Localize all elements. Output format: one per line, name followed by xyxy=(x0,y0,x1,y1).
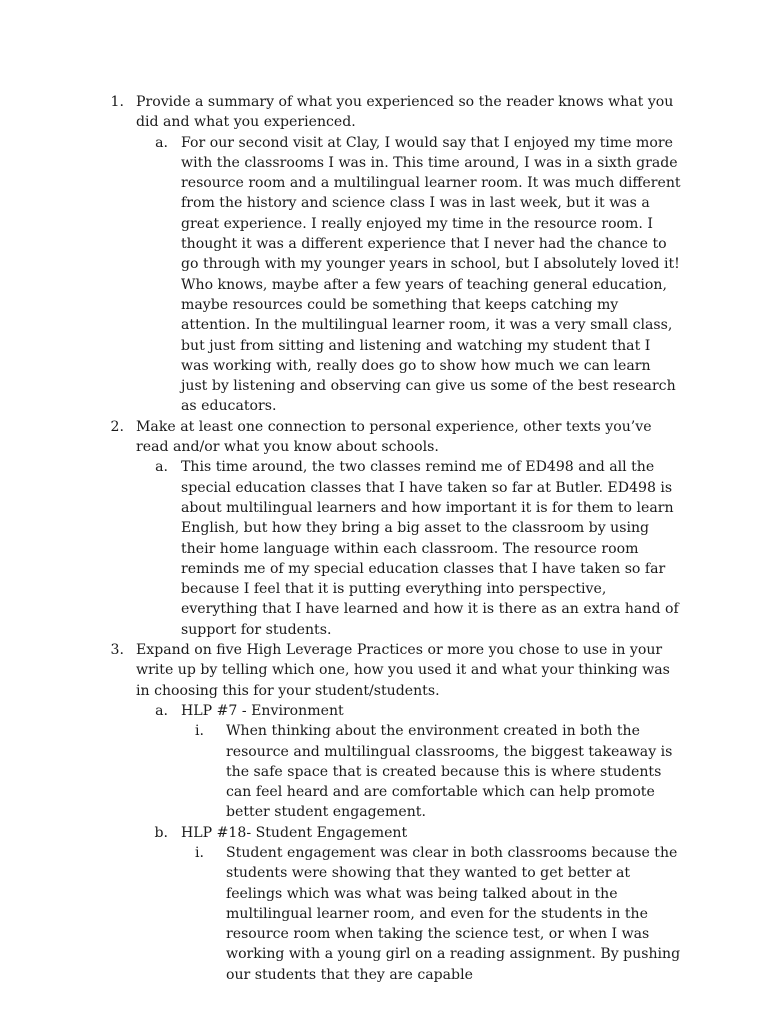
list-marker-2a: a. xyxy=(155,459,168,476)
list-marker-3a-i: i. xyxy=(195,723,204,740)
hlp-18-heading: HLP #18- Student Engagement xyxy=(181,824,408,841)
hlp-18-text: Student engagement was clear in both classrooms because the students were showing that they wanted to get better at feelings which was what was being talked about in the multilingual learner room, and even for the students in the resource room when taking the science test, or when I was working with a young girl on a reading assignment. By pushing our students that they are capable xyxy=(226,844,681,983)
list-item-2a xyxy=(0,457,681,640)
list-item-3b xyxy=(0,823,681,843)
list-marker-1: 1. xyxy=(110,94,124,110)
list-item-1a xyxy=(0,133,681,417)
list-marker-3b-i: i. xyxy=(195,844,204,861)
hlp-7-heading: HLP #7 - Environment xyxy=(181,702,344,719)
question-3-text: Expand on five High Leverage Practices or more you chose to use in your write up by telling which one, how you used it and what your thinking was in choosing this for your student/students. xyxy=(136,642,670,699)
list-marker-3a: a. xyxy=(155,702,168,719)
list-item-3a-i xyxy=(0,721,681,822)
question-2-text: Make at least one connection to personal experience, other texts you’ve read and/or what you know about schools. xyxy=(136,418,652,456)
hlp-7-text: When thinking about the environment created in both the resource and multilingual classrooms, the biggest takeaway is the safe space that is created because this is where students can feel heard and are comfortable which can help promote better student engagement. xyxy=(226,723,673,821)
numbered-list xyxy=(0,92,768,985)
list-item-3 xyxy=(0,640,681,701)
list-item-2 xyxy=(0,417,681,458)
answer-1a-text: For our second visit at Clay, I would say that I enjoyed my time more with the classrooms I was in. This time around, I was in a sixth grade resource room and a multilingual learner room. It was much different from the history and science class I was in last week, but it was a great experience. I really enjoyed my time in the resource room. I thought it was a different experience that I never had the chance to go through with my younger years in school, but I absolutely loved it! Who knows, maybe after a few years of teaching general education, maybe resources could be something that keeps catching my attention. In the multilingual learner room, it was a very small class, but just from sitting and listening and watching my student that I was working with, really does go to show how much we can learn just by listening and observing can give us some of the best research as educators. xyxy=(181,134,681,415)
question-1-text: Provide a summary of what you experienced so the reader knows what you did and what you experienced. xyxy=(136,94,674,131)
list-marker-2: 2. xyxy=(110,418,124,435)
answer-2a-text: This time around, the two classes remind me of ED498 and all the special education classes that I have taken so far at Butler. ED498 is about multilingual learners and how important it is for them to learn English, but how they bring a big asset to the classroom by using their home language within each classroom. The resource room reminds me of my special education classes that I have taken so far because I feel that it is putting everything into perspective, everything that I have learned and how it is there as an extra hand of support for students. xyxy=(181,459,679,638)
list-item-1 xyxy=(0,92,681,133)
list-marker-1a: a. xyxy=(155,134,168,151)
list-marker-3b: b. xyxy=(154,824,168,841)
list-marker-3: 3. xyxy=(110,642,124,659)
list-item-3a xyxy=(0,701,681,721)
list-item-3b-i xyxy=(0,843,681,985)
